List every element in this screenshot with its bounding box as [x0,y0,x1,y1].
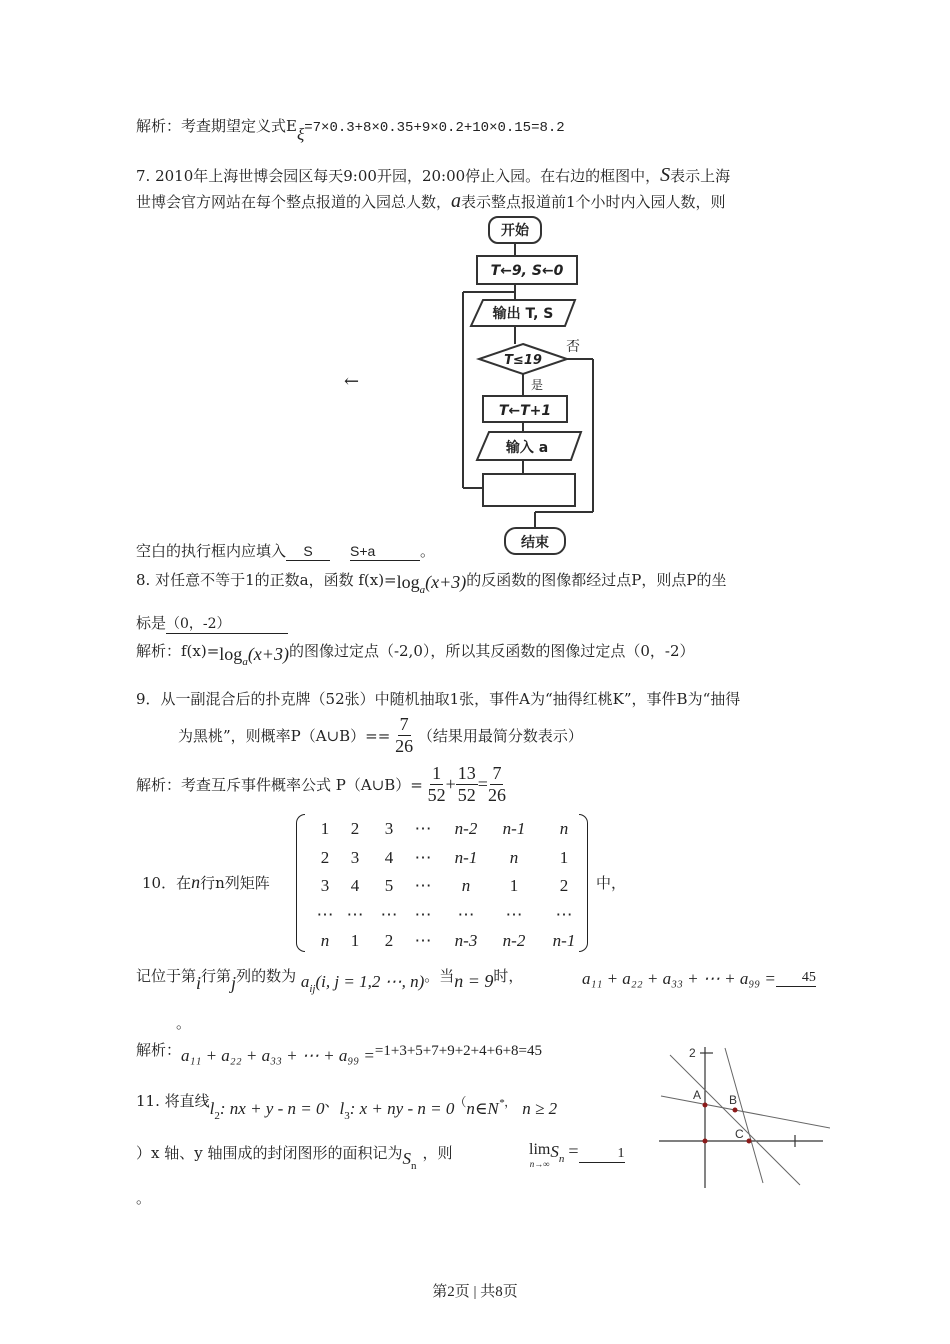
point-b [733,1108,738,1113]
xi-symbol: ξ [296,125,305,144]
matrix-cell: 1 [350,931,360,950]
q11-line2: ）x 轴、y 轴围成的封闭图形的面积记为$S_n$，则 [136,1144,453,1172]
matrix-cell: ⋯ [414,905,432,924]
matrix-cell: 3 [320,876,330,895]
matrix-cell: 2 [350,819,360,838]
matrix-cell: n-2 [454,819,478,838]
q9-solution: 解析：考查互斥事件概率公式 P（A∪B）= $\frac{1}{52}$ + $\frac{13}{52}$ = $\frac{7}{26}$ [136,763,506,805]
matrix-cell: ⋯ [346,905,364,924]
matrix-cell: 1 [509,876,519,895]
flowchart [455,212,600,558]
log-expression: $\log_a(x+3)$ [396,572,467,596]
matrix-cell: n-1 [502,819,526,838]
q9-line1: 9．从一副混合后的扑克牌（52张）中随机抽取1张，事件A为“抽得红桃K”，事件B为“抽得 [136,690,741,708]
q8-line1: 8. 对任意不等于1的正数a，函数 $f(x)=\log_a(x+3)$的反函数的图像都经过点P，则点P的坐 [136,571,727,596]
flowchart-start-label: 开始 [501,223,529,239]
matrix-cell: ⋯ [414,819,432,838]
matrix-cell: 3 [350,848,360,867]
matrix-cell: 5 [384,876,394,895]
matrix-cell: ⋯ [505,905,523,924]
line-l3 [661,1096,830,1128]
matrix-cell: n [559,819,569,838]
label-a: A [693,1088,702,1102]
matrix [296,814,588,952]
matrix-cell: ⋯ [414,848,432,867]
q7-answer: 空白的执行框内应填入 S S+a 。 [136,542,436,560]
flowchart-blank-box [483,474,575,506]
flowchart-yes-label: 是 [530,378,544,392]
point-a [703,1103,708,1108]
flowchart-condition-label: T≤19 [504,353,542,368]
matrix-cell: n-3 [454,931,478,950]
q8-answer: 标是（0，-2） [136,612,288,634]
matrix-cell: 1 [320,819,330,838]
q10-suffix: 中， [596,874,627,892]
q9-answer-fraction: $\frac{7}{26}$ [395,714,414,756]
q7-line1: 7. 2010年上海世博会园区每天9:00开园，20:00停止入园。在右边的框图中，S表示上海 [136,164,731,186]
q10-line2: 记位于第i行第j列的数为 $a_{ij}(i$, j = 1,2 ⋯, n)。当n = 9时， [136,967,524,995]
origin-point [703,1139,708,1144]
matrix-cell: ⋯ [555,905,573,924]
flowchart-output-label: 输出 T, S [492,306,554,322]
matrix-cell: ⋯ [316,905,334,924]
matrix-cell: ⋯ [457,905,475,924]
matrix-cell: 1 [559,848,569,867]
line-diagonal [670,1055,800,1185]
flowchart-end-label: 结束 [521,535,549,551]
matrix-cell: ⋯ [414,931,432,950]
q10-sum: a₁₁ + a₂₂ + a₃₃ + ⋯ + a₉₉ = 45 [582,969,816,988]
matrix-cell: 2 [384,931,394,950]
matrix-cell: n [509,848,519,867]
flowchart-increment-label: T←T+1 [498,403,552,419]
solution-expectation: 解析：考查期望定义式Eξ=7×0.3+8×0.35+9×0.2+10×0.15=8.2 [136,117,565,144]
limit-expression: lim n→∞ $S_n = 1$ [529,1141,625,1169]
matrix-cell: 4 [384,848,394,867]
aij-expression: $a_{ij}(i$, j = 1,2 ⋯, n) [300,972,425,995]
matrix-cell: n [461,876,471,895]
left-arrow: ← [344,371,360,392]
matrix-cell: 4 [350,876,360,895]
q10-solution: 解析：a₁₁ + a₂₂ + a₃₃ + ⋯ + a₉₉ ==1+3+5+7+9+2+4+6+8=45 [136,1041,543,1065]
q10-line1: 10．在n行n列矩阵 [142,872,270,892]
q11-line1: 11. 将直线$l_2$: nx + y - n = 0、$l_3$: x + ny - n = 0（n∈N*， n ≥ 2 [136,1092,558,1122]
q8-solution: 解析：$f(x)=\log_a(x+3)$的图像过定点（-2,0），所以其反函数的图像过定点（0，-2） [136,642,695,668]
matrix-cell: n-2 [502,931,526,950]
matrix-cell: ⋯ [380,905,398,924]
point-c [747,1139,752,1144]
matrix-cell: 2 [320,848,330,867]
q9-line2: 为黑桃”，则概率P（A∪B）== $\frac{7}{26}$ （结果用最简分数表示） [178,714,583,756]
label-b: B [729,1093,738,1107]
flowchart-input-label: 输入 a [505,440,549,456]
matrix-cell: n [320,931,330,950]
label-c: C [735,1127,744,1141]
matrix-cell: 3 [384,819,394,838]
matrix-cell: n-1 [552,931,576,950]
page-footer: 第2页 | 共8页 [432,1284,518,1300]
matrix-cell: n-1 [454,848,478,867]
q7-line2: 世博会官方网站在每个整点报道的入园总人数，a表示整点报道前1个小时内入园人数，则 [136,190,726,212]
matrix-cell: 2 [559,876,569,895]
y-tick-label: 2 [689,1046,696,1060]
matrix-cell: ⋯ [414,876,432,895]
flowchart-init-label: T←9, S←0 [490,263,564,279]
coordinate-graph [655,1043,830,1188]
flowchart-no-label: 否 [566,339,580,355]
